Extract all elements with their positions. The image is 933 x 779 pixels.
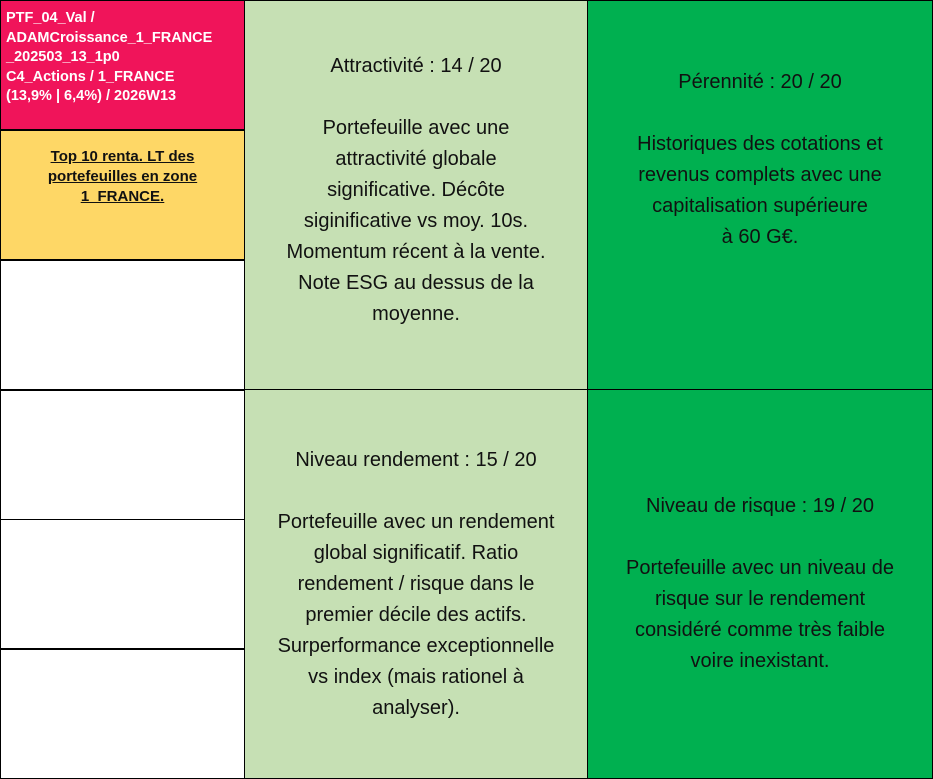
perennite-text-line: revenus complets avec une [638, 164, 882, 186]
portfolio-info-line: _202503_13_1p0 [6, 49, 120, 65]
empty-cell [0, 260, 245, 390]
top10-link[interactable] [23, 147, 223, 207]
empty-cell [0, 390, 245, 520]
portfolio-info-line: ADAMCroissance_1_FRANCE [6, 29, 213, 46]
top10-link-line: 1_FRANCE. [80, 188, 165, 205]
portfolio-info-line: C4_Actions / 1_FRANCE [6, 68, 175, 85]
perennite-title: Pérennité : 20 / 20 [678, 71, 842, 93]
attractivite-text-line: significative. Décôte [327, 178, 505, 201]
rendement-text-line: analyser). [372, 696, 460, 719]
perennite-text-line: à 60 G€. [721, 226, 799, 248]
attractivite-cell [244, 0, 588, 390]
rendement-text-line: global significatif. Ratio [313, 541, 519, 564]
portfolio-info-cell [0, 0, 245, 130]
attractivite-text-line: siginificative vs moy. 10s. [303, 209, 529, 232]
rendement-text-line: Surperformance exceptionnelle [277, 634, 555, 657]
risque-text-line: risque sur le rendement [654, 588, 866, 610]
rendement-text-line: premier décile des actifs. [305, 603, 527, 626]
risque-text-line: voire inexistant. [690, 650, 830, 672]
attractivite-text-line: Momentum récent à la vente. [286, 240, 546, 263]
rendement-text-line: rendement / risque dans le [297, 572, 535, 595]
top10-link-line: portefeuilles en zone [47, 168, 198, 185]
empty-cell [0, 649, 245, 779]
perennite-text-line: Historiques des cotations et [637, 133, 883, 155]
top10-link-line: Top 10 renta. LT des [50, 148, 195, 165]
perennite-text-line: capitalisation supérieure [652, 195, 868, 217]
attractivite-title: Attractivité : 14 / 20 [330, 54, 502, 77]
perennite-cell [587, 0, 933, 390]
rendement-cell [244, 389, 588, 779]
attractivite-text-line: attractivité globale [335, 147, 497, 170]
empty-cell [0, 519, 245, 649]
portfolio-info-line: PTF_04_Val / [6, 10, 95, 26]
risque-text-line: considéré comme très faible [634, 619, 886, 641]
risque-text-line: Portefeuille avec un niveau de [626, 557, 894, 579]
top10-link-cell [0, 130, 245, 260]
attractivite-text-line: moyenne. [372, 302, 460, 325]
attractivite-text-line: Portefeuille avec une [322, 116, 510, 139]
rendement-text-line: vs index (mais rationel à [308, 665, 524, 688]
risque-cell [587, 389, 933, 779]
rendement-title: Niveau rendement : 15 / 20 [295, 448, 537, 471]
attractivite-text-line: Note ESG au dessus de la [298, 271, 534, 294]
risque-title: Niveau de risque : 19 / 20 [646, 495, 874, 517]
portfolio-info-line: (13,9% | 6,4%) / 2026W13 [6, 88, 177, 104]
rendement-text-line: Portefeuille avec un rendement [277, 510, 555, 533]
